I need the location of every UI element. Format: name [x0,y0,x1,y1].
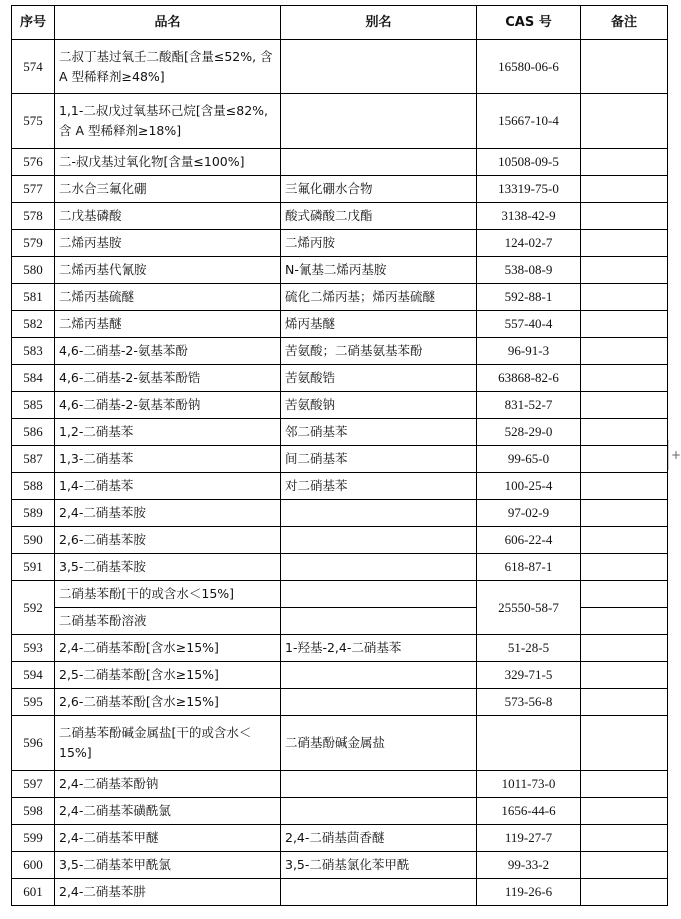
row-no: 600 [12,852,55,879]
row-name: 1,3-二硝基苯 [55,446,281,473]
row-note [581,419,668,446]
header-name: 品名 [55,6,281,40]
row-cas: 119-26-6 [477,879,581,906]
row-name: 1,2-二硝基苯 [55,419,281,446]
row-no: 574 [12,40,55,94]
row-cas: 119-27-7 [477,825,581,852]
table-row [12,94,668,149]
row-no: 601 [12,879,55,906]
row-no: 585 [12,392,55,419]
table-row [12,554,668,581]
row-note [581,608,668,635]
row-name: 2,5-二硝基苯酚[含水≥15%] [55,662,281,689]
row-cas: 96-91-3 [477,338,581,365]
row-name: 二烯丙基硫醚 [55,284,281,311]
row-cas: 831-52-7 [477,392,581,419]
table-row [12,527,668,554]
row-no: 590 [12,527,55,554]
row-note [581,825,668,852]
row-cas: 10508-09-5 [477,149,581,176]
row-name: 二硝基苯酚[干的或含水＜15%] [55,581,281,608]
row-alias: N-氰基二烯丙基胺 [281,257,477,284]
row-cas: 124-02-7 [477,230,581,257]
row-alias: 硫化二烯丙基；烯丙基硫醚 [281,284,477,311]
row-note [581,149,668,176]
row-cas: 557-40-4 [477,311,581,338]
row-alias [281,771,477,798]
row-name: 二烯丙基醚 [55,311,281,338]
table-row [12,392,668,419]
row-cas: 51-28-5 [477,635,581,662]
row-note [581,230,668,257]
row-alias: 二烯丙胺 [281,230,477,257]
row-name: 3,5-二硝基苯甲酰氯 [55,852,281,879]
row-name: 4,6-二硝基-2-氨基苯酚锆 [55,365,281,392]
row-no: 582 [12,311,55,338]
row-no: 587 [12,446,55,473]
table-row [12,689,668,716]
row-note [581,527,668,554]
table-row [12,446,668,473]
table-row [12,365,668,392]
row-name: 2,4-二硝基苯酚[含水≥15%] [55,635,281,662]
row-cas: 1011-73-0 [477,771,581,798]
row-cas: 606-22-4 [477,527,581,554]
row-no: 599 [12,825,55,852]
row-cas: 13319-75-0 [477,176,581,203]
row-cas: 573-56-8 [477,689,581,716]
row-no: 576 [12,149,55,176]
row-no: 594 [12,662,55,689]
row-name: 2,4-二硝基苯磺酰氯 [55,798,281,825]
row-no: 580 [12,257,55,284]
table-row [12,284,668,311]
row-cas: 1656-44-6 [477,798,581,825]
row-note [581,176,668,203]
table-row [12,176,668,203]
row-cas: 100-25-4 [477,473,581,500]
table-row [12,798,668,825]
row-cas: 97-02-9 [477,500,581,527]
row-alias: 苦氨酸锆 [281,365,477,392]
header-alias: 别名 [281,6,477,40]
row-alias [281,879,477,906]
row-name: 2,6-二硝基苯胺 [55,527,281,554]
row-note [581,852,668,879]
row-alias [281,149,477,176]
row-cas: 3138-42-9 [477,203,581,230]
table-row [12,635,668,662]
row-note [581,879,668,906]
row-no: 595 [12,689,55,716]
row-alias: 2,4-二硝基茴香醚 [281,825,477,852]
row-note [581,257,668,284]
table-row [12,40,668,94]
row-no: 578 [12,203,55,230]
row-no: 575 [12,94,55,149]
table-row [12,825,668,852]
row-alias [281,527,477,554]
row-alias [281,662,477,689]
chemical-table [11,5,668,906]
row-alias: 间二硝基苯 [281,446,477,473]
plus-icon[interactable]: + [671,448,681,462]
row-note [581,392,668,419]
row-no: 591 [12,554,55,581]
row-name: 1,4-二硝基苯 [55,473,281,500]
row-name: 2,4-二硝基苯酚钠 [55,771,281,798]
row-cas: 618-87-1 [477,554,581,581]
table-row [12,338,668,365]
row-alias [281,581,477,608]
row-cas: 329-71-5 [477,662,581,689]
row-no: 584 [12,365,55,392]
row-alias [281,94,477,149]
row-alias [281,40,477,94]
row-alias: 3,5-二硝基氯化苯甲酰 [281,852,477,879]
row-no: 589 [12,500,55,527]
row-no: 588 [12,473,55,500]
row-name: 2,4-二硝基苯胺 [55,500,281,527]
row-cas: 538-08-9 [477,257,581,284]
row-alias [281,689,477,716]
row-alias [281,608,477,635]
row-cas: 528-29-0 [477,419,581,446]
page-edge-line [668,440,669,470]
row-name: 2,6-二硝基苯酚[含水≥15%] [55,689,281,716]
row-no: 596 [12,716,55,771]
table-row [12,230,668,257]
row-alias: 邻二硝基苯 [281,419,477,446]
row-no: 593 [12,635,55,662]
row-name: 4,6-二硝基-2-氨基苯酚钠 [55,392,281,419]
row-no: 597 [12,771,55,798]
row-cas [477,716,581,771]
row-no: 592 [12,581,55,635]
table-row [12,149,668,176]
row-note [581,635,668,662]
row-alias: 烯丙基醚 [281,311,477,338]
row-name: 二烯丙基代氰胺 [55,257,281,284]
row-name: 二叔丁基过氧壬二酸酯[含量≤52%, 含 A 型稀释剂≥48%] [55,40,281,94]
row-cas: 25550-58-7 [477,581,581,635]
row-no: 598 [12,798,55,825]
header-cas: CAS 号 [477,6,581,40]
row-cas: 592-88-1 [477,284,581,311]
row-name: 二水合三氟化硼 [55,176,281,203]
row-alias [281,500,477,527]
table-row [12,473,668,500]
row-name: 二硝基苯酚碱金属盐[干的或含水＜15%] [55,716,281,771]
row-note [581,446,668,473]
row-name: 二烯丙基胺 [55,230,281,257]
row-note [581,716,668,771]
row-cas: 99-33-2 [477,852,581,879]
row-note [581,203,668,230]
table-row [12,716,668,771]
row-cas: 16580-06-6 [477,40,581,94]
row-alias: 二硝基酚碱金属盐 [281,716,477,771]
row-alias: 1-羟基-2,4-二硝基苯 [281,635,477,662]
row-alias: 苦氨酸钠 [281,392,477,419]
row-note [581,40,668,94]
header-note: 备注 [581,6,668,40]
row-note [581,284,668,311]
row-no: 577 [12,176,55,203]
row-cas: 15667-10-4 [477,94,581,149]
row-note [581,365,668,392]
row-note [581,689,668,716]
row-note [581,554,668,581]
row-no: 579 [12,230,55,257]
table-row [12,203,668,230]
row-name: 二-叔戊基过氧化物[含量≤100%] [55,149,281,176]
header-no: 序号 [12,6,55,40]
row-alias: 对二硝基苯 [281,473,477,500]
row-note [581,798,668,825]
row-alias: 三氟化硼水合物 [281,176,477,203]
row-alias [281,798,477,825]
row-note [581,473,668,500]
row-name: 4,6-二硝基-2-氨基苯酚 [55,338,281,365]
row-note [581,94,668,149]
row-name: 2,4-二硝基苯肼 [55,879,281,906]
row-name: 1,1-二叔戊过氧基环己烷[含量≤82%,含 A 型稀释剂≥18%] [55,94,281,149]
row-name: 2,4-二硝基苯甲醚 [55,825,281,852]
row-no: 586 [12,419,55,446]
header-row [12,6,668,40]
table-row [12,852,668,879]
row-name-sub: 二硝基苯酚溶液 [55,608,281,635]
row-note [581,771,668,798]
row-alias: 酸式磷酸二戊酯 [281,203,477,230]
row-note [581,581,668,608]
table-row [12,500,668,527]
table-row [12,581,668,608]
row-no: 581 [12,284,55,311]
row-note [581,500,668,527]
row-name: 二戊基磷酸 [55,203,281,230]
row-note [581,662,668,689]
row-note [581,311,668,338]
table-row [12,771,668,798]
row-note [581,338,668,365]
row-cas: 63868-82-6 [477,365,581,392]
row-no: 583 [12,338,55,365]
row-alias: 苦氨酸；二硝基氨基苯酚 [281,338,477,365]
row-cas: 99-65-0 [477,446,581,473]
row-name: 3,5-二硝基苯胺 [55,554,281,581]
row-alias [281,554,477,581]
table-row [12,879,668,906]
table-row [12,662,668,689]
table-row [12,419,668,446]
table-row [12,311,668,338]
table-row [12,257,668,284]
